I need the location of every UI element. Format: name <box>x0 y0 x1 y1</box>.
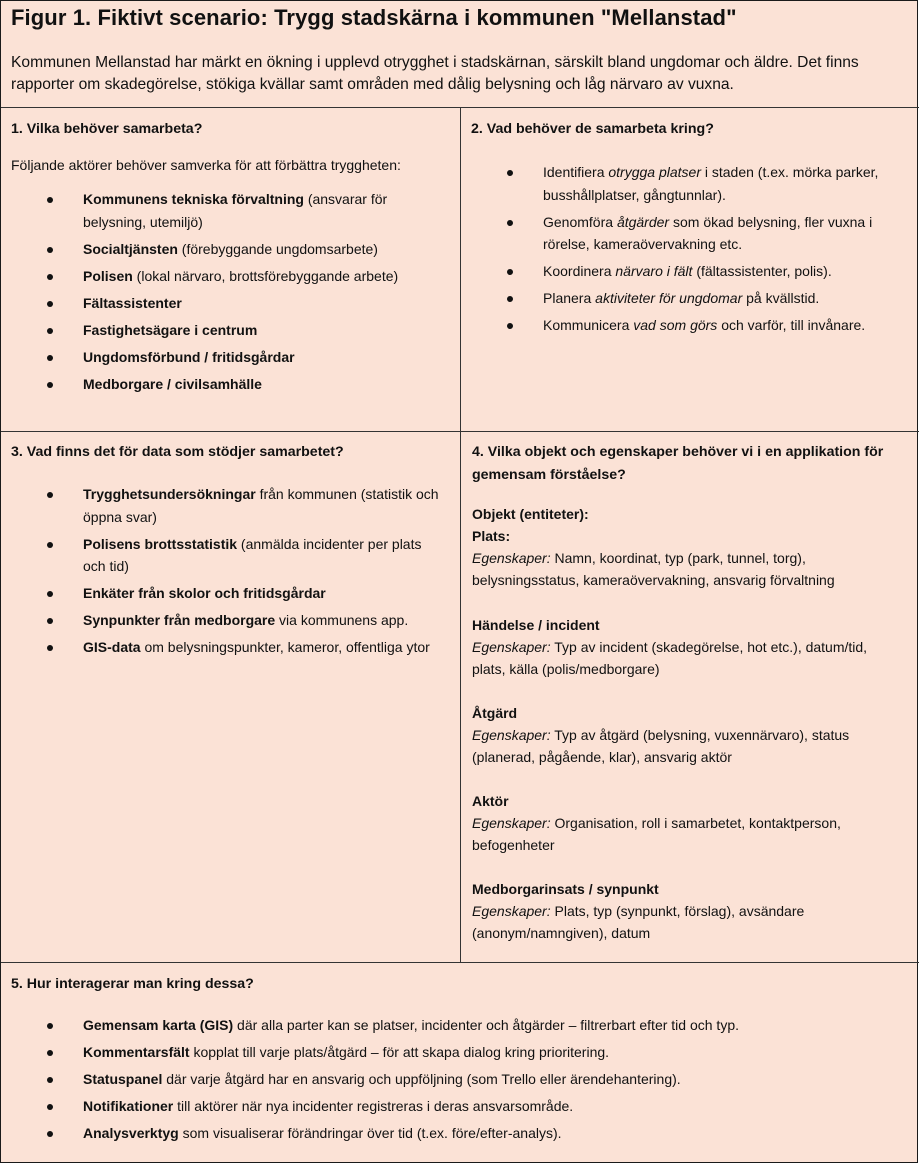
list-item <box>11 319 411 342</box>
properties-label: Egenskaper: <box>472 903 551 919</box>
item-emphasis: vad som görs <box>633 317 718 333</box>
properties-label: Egenskaper: <box>472 815 551 831</box>
item-text: i staden (t.ex. mörka parker, busshållplatser, gångtunnlar). <box>543 164 879 203</box>
item-text: där varje åtgärd har en ansvarig och uppföljning (som Trello eller ärendehantering). <box>162 1071 681 1087</box>
properties-text: Typ av incident (skadegörelse, hot etc.), datum/tid, plats, källa (polis/medborgare) <box>472 639 868 677</box>
item-emphasis: aktiviteter för ungdomar <box>595 290 743 306</box>
bullet-icon <box>47 1077 53 1083</box>
item-text: som visualiserar förändringar över tid (t.ex. före/efter-analys). <box>178 1125 562 1141</box>
divider-column <box>460 107 461 962</box>
section-1-heading: 1. Vilka behöver samarbeta? <box>11 121 203 137</box>
item-bold-text: Statuspanel <box>83 1071 163 1087</box>
entity-block <box>472 702 897 768</box>
list-item <box>11 1122 891 1145</box>
item-bold-text: Socialtjänsten <box>83 240 178 257</box>
item-text: (förebyggande ungdomsarbete) <box>177 240 378 257</box>
entity-block <box>472 525 897 591</box>
item-bold-text: Medborgare / civilsamhälle <box>83 375 262 392</box>
figure-header <box>1 1 919 107</box>
section-objects <box>472 441 912 966</box>
entity-block <box>472 614 897 680</box>
list-item <box>11 533 441 578</box>
list-item <box>471 287 901 310</box>
item-bold-text: Gemensam karta (GIS) <box>83 1017 234 1033</box>
bullet-icon <box>47 492 53 498</box>
entity-name: Medborgarinsats / synpunkt <box>472 881 659 897</box>
list-item <box>471 211 901 256</box>
bullet-icon <box>47 197 53 203</box>
bullet-icon <box>47 328 53 334</box>
entity-name: Plats: <box>472 528 511 544</box>
entity-properties <box>472 636 897 680</box>
bullet-icon <box>507 170 513 176</box>
item-bold-text: Fastighetsägare i centrum <box>83 321 258 338</box>
entity-name: Händelse / incident <box>472 617 600 633</box>
item-emphasis: åtgärder <box>616 213 670 230</box>
bullet-icon <box>47 274 53 280</box>
item-text: kopplat till varje plats/åtgärd – för att skapa dialog kring prioritering. <box>189 1044 610 1060</box>
item-text: (lokal närvaro, brottsförebyggande arbete) <box>132 267 399 284</box>
item-bold-text: Kommunens tekniska förvaltning <box>83 191 304 207</box>
bullet-icon <box>507 220 513 226</box>
item-bold-text: Analysverktyg <box>83 1125 179 1141</box>
bullet-icon <box>47 542 53 548</box>
bullet-icon <box>47 382 53 388</box>
item-text: från kommunen (statistik och öppna svar) <box>83 486 439 525</box>
properties-text: Organisation, roll i samarbetet, kontaktperson, befogenheter <box>472 815 841 853</box>
item-bold-text: Fältassistenter <box>83 294 182 311</box>
bullet-icon <box>47 591 53 597</box>
section-5-heading: 5. Hur interagerar man kring dessa? <box>11 976 254 992</box>
item-bold-text: Polisen <box>83 267 133 284</box>
item-bold-text: Trygghetsundersökningar <box>83 486 256 502</box>
list-item <box>471 260 901 283</box>
list-item <box>11 1068 891 1091</box>
list-item <box>471 314 901 337</box>
section-interaction <box>11 973 911 1149</box>
collaborator-list <box>11 188 411 395</box>
item-bold-text: GIS-data <box>83 639 141 655</box>
section-data-sources <box>11 441 451 663</box>
entity-list <box>472 525 897 944</box>
item-emphasis: närvaro i fält <box>615 263 693 279</box>
section-collaborators <box>11 118 451 400</box>
list-item <box>11 609 441 632</box>
bullet-icon <box>47 247 53 253</box>
data-source-list <box>11 483 441 659</box>
list-item <box>11 582 441 605</box>
bullet-icon <box>47 645 53 651</box>
list-item <box>11 346 411 369</box>
bullet-icon <box>47 1023 53 1029</box>
item-text: Planera <box>543 290 596 306</box>
interaction-list <box>11 1014 891 1145</box>
bullet-icon <box>507 296 513 302</box>
list-item <box>11 1014 891 1037</box>
item-text: Kommunicera <box>543 317 634 333</box>
properties-text: Namn, koordinat, typ (park, tunnel, torg), belysningsstatus, kameraövervakning, ansvarig förvaltning <box>472 550 835 588</box>
section-4-heading: 4. Vilka objekt och egenskaper behöver vi i en applikation för gemensam förståelse? <box>472 444 884 483</box>
list-item <box>11 483 441 528</box>
item-bold-text: Ungdomsförbund / fritidsgårdar <box>83 348 295 365</box>
entity-properties <box>472 900 897 944</box>
section-3-heading: 3. Vad finns det för data som stödjer samarbetet? <box>11 444 344 460</box>
bullet-icon <box>507 269 513 275</box>
item-text: Identifiera <box>543 164 609 180</box>
entity-block <box>472 878 897 944</box>
entity-block <box>472 790 897 856</box>
item-text: på kvällstid. <box>742 290 820 306</box>
item-text: Genomföra <box>543 213 617 230</box>
item-text: där alla parter kan se platser, incidenter och åtgärder – filtrerbart efter tid och typ. <box>233 1017 739 1033</box>
list-item <box>11 1095 891 1118</box>
section-1-lead: Följande aktörer behöver samverka för att förbättra tryggheten: <box>11 157 401 173</box>
item-text: om belysningspunkter, kameror, offentliga ytor <box>140 639 430 655</box>
item-text: (fältassistenter, polis). <box>692 263 832 279</box>
bullet-icon <box>47 355 53 361</box>
list-item <box>11 292 411 315</box>
entity-name: Aktör <box>472 793 509 809</box>
list-item <box>11 373 411 396</box>
entity-properties <box>472 812 897 856</box>
item-text: Koordinera <box>543 263 616 279</box>
properties-text: Plats, typ (synpunkt, förslag), avsändare (anonym/namngiven), datum <box>472 903 805 941</box>
list-item <box>11 238 411 261</box>
list-item <box>11 636 441 659</box>
item-bold-text: Enkäter från skolor och fritidsgårdar <box>83 585 326 601</box>
item-text: till aktörer när nya incidenter registreras i deras ansvarsområde. <box>173 1098 574 1114</box>
bullet-icon <box>507 323 513 329</box>
item-text: och varför, till invånare. <box>717 317 866 333</box>
item-text: via kommunens app. <box>275 612 409 628</box>
bullet-icon <box>47 1050 53 1056</box>
section-collaboration-topics <box>471 118 911 341</box>
section-2-heading: 2. Vad behöver de samarbeta kring? <box>471 121 714 137</box>
entity-properties <box>472 547 897 591</box>
bullet-icon <box>47 1104 53 1110</box>
item-bold-text: Notifikationer <box>83 1098 174 1114</box>
properties-text: Typ av åtgärd (belysning, vuxennärvaro), status (planerad, pågående, klar), ansvarig aktör <box>472 727 850 765</box>
list-item <box>471 161 901 206</box>
list-item <box>11 188 411 233</box>
item-bold-text: Synpunkter från medborgare <box>83 612 276 628</box>
item-text: (ansvarar för belysning, utemiljö) <box>83 191 388 230</box>
topic-list <box>471 161 901 337</box>
list-item <box>11 1041 891 1064</box>
bullet-icon <box>47 301 53 307</box>
item-bold-text: Kommentarsfält <box>83 1044 190 1060</box>
properties-label: Egenskaper: <box>472 727 551 743</box>
bullet-icon <box>47 618 53 624</box>
entity-name: Åtgärd <box>472 705 518 721</box>
entity-properties <box>472 724 897 768</box>
item-bold-text: Polisens brottsstatistik <box>83 535 238 552</box>
properties-label: Egenskaper: <box>472 550 551 566</box>
properties-label: Egenskaper: <box>472 639 551 655</box>
item-emphasis: otrygga platser <box>608 164 701 180</box>
item-text: (anmälda incidenter per plats och tid) <box>83 535 422 574</box>
item-text: som ökad belysning, fler vuxna i rörelse, kameraövervakning etc. <box>543 213 873 252</box>
objects-subheading: Objekt (entiteter): <box>472 506 589 522</box>
intro-paragraph: Kommunen Mellanstad har märkt en ökning i upplevd otrygghet i stadskärnan, särskilt bland ungdomar och äldre. Det finns rapporter om skadegörelse, stökiga kvällar samt områden med dålig belysning och låg närvaro av vuxna. <box>11 54 859 93</box>
bullet-icon <box>47 1131 53 1137</box>
figure-title: Figur 1. Fiktivt scenario: Trygg stadskärna i kommunen "Mellanstad" <box>11 5 737 30</box>
list-item <box>11 265 411 288</box>
